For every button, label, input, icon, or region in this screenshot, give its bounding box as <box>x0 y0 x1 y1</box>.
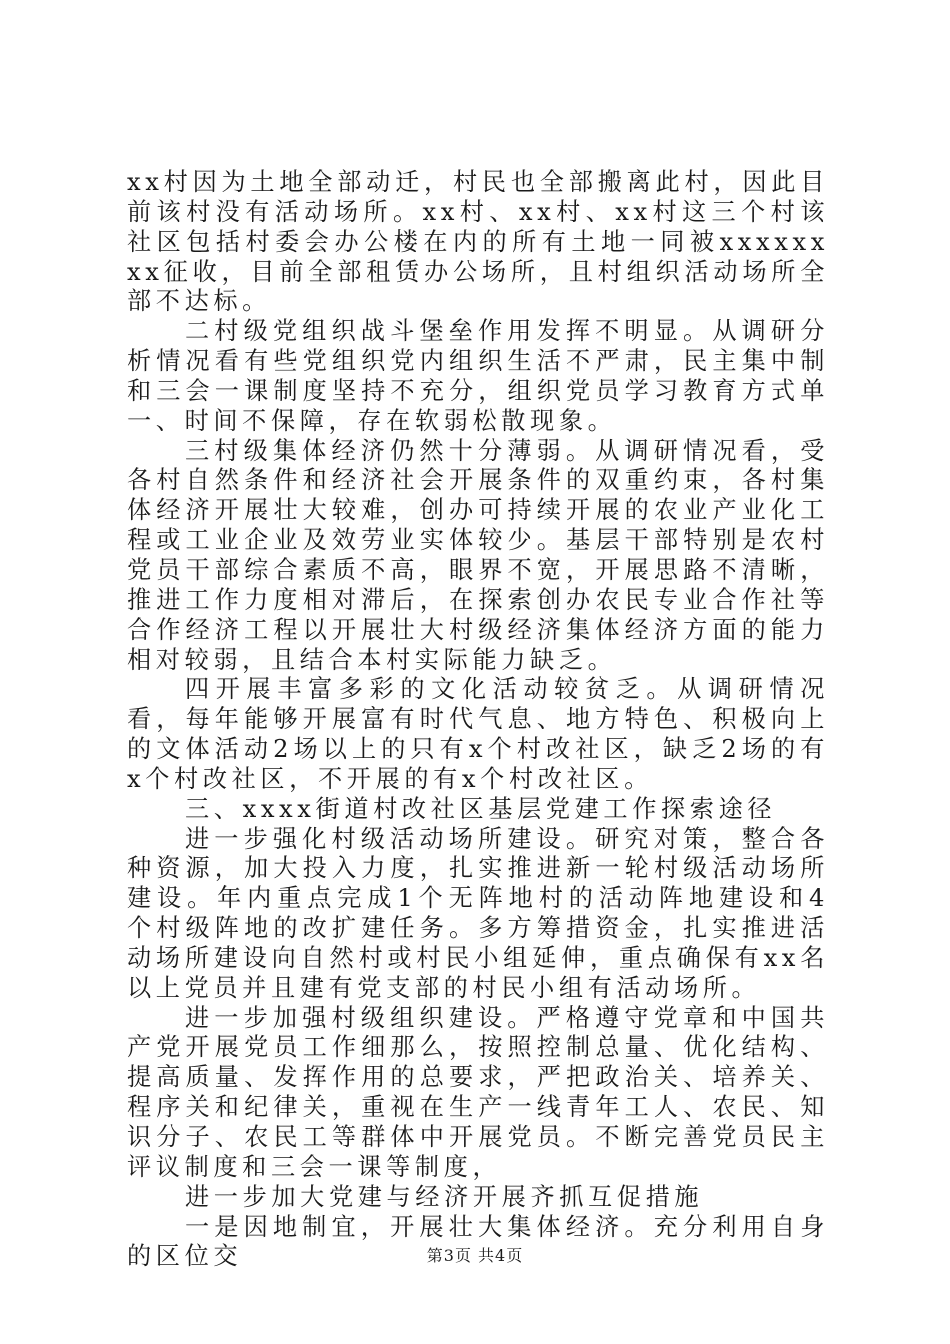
subheading: 进一步加大党建与经济开展齐抓互促措施 <box>185 1182 704 1211</box>
paragraph-2: 二村级党组织战斗堡垒作用发挥不明显。从调研分析情况看有些党组织党内组织生活不严肃，民主集中制和三会一课制度坚持不充分，组织党员学习教育方式单一、时间不保障，存在软弱松散现象。 <box>127 317 829 435</box>
paragraph-9: 一是因地制宜，开展壮大集体经济。充分利用自身的区位交 <box>127 1212 829 1271</box>
page-footer <box>0 1243 950 1266</box>
document-body <box>127 168 829 1272</box>
paragraph-3: 三村级集体经济仍然十分薄弱。从调研情况看，受各村自然条件和经济社会开展条件的双重约束，各村集体经济开展壮大较难，创办可持续开展的农业产业化工程或工业企业及效劳业实体较少。基层干部特别是农村党员干部综合素质不高，眼界不宽，开展思路不清晰，推进工作力度相对滞后，在探索创办农民专业合作社等合作经济工程以开展壮大村级经济集体经济方面的能力相对较弱，且结合本村实际能力缺乏。 <box>127 436 829 674</box>
page-indicator: 第3页 共4页 <box>426 1246 524 1265</box>
paragraph-6: 进一步强化村级活动场所建设。研究对策，整合各种资源，加大投入力度，扎实推进新一轮村级活动场所建设。年内重点完成1个无阵地村的活动阵地建设和4个村级阵地的改扩建任务。多方筹措资金，扎实推进活动场所建设向自然村或村民小组延伸，重点确保有xx名以上党员并且建有党支部的村民小组有活动场所。 <box>127 824 829 1002</box>
section-heading: 三、xxxx街道村改社区基层党建工作探索途径 <box>185 794 777 823</box>
paragraph-4: 四开展丰富多彩的文化活动较贫乏。从调研情况看，每年能够开展富有时代气息、地方特色、积极向上的文体活动2场以上的只有x个村改社区，缺乏2场的有x个村改社区，不开展的有x个村改社区。 <box>127 675 829 793</box>
paragraph-1: xx村因为土地全部动迁，村民也全部搬离此村，因此目前该村没有活动场所。xx村、xx村、xx村这三个村该社区包括村委会办公楼在内的所有土地一同被xxxxxxxx征收，目前全部租赁办公场所，且村组织活动场所全部不达标。 <box>127 168 829 316</box>
paragraph-7: 进一步加强村级组织建设。严格遵守党章和中国共产党开展党员工作细那么，按照控制总量、优化结构、提高质量、发挥作用的总要求，严把政治关、培养关、程序关和纪律关，重视在生产一线青年工人、农民、知识分子、农民工等群体中开展党员。不断完善党员民主评议制度和三会一课等制度， <box>127 1003 829 1181</box>
